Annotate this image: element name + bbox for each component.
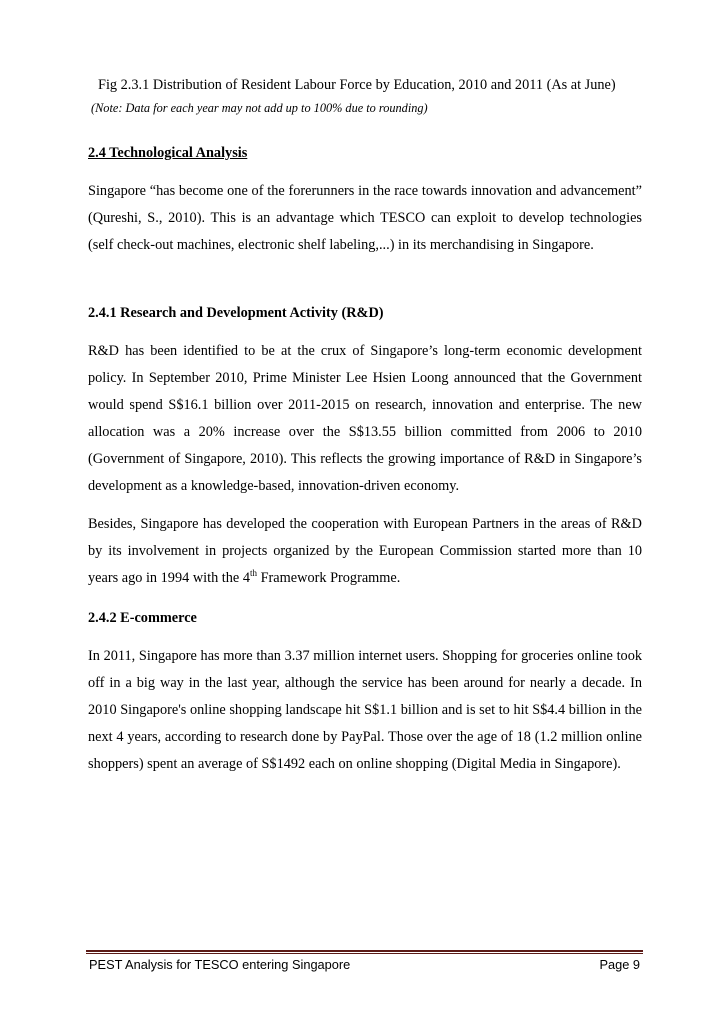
footer-rule — [86, 950, 643, 952]
subsection-heading-rnd: 2.4.1 Research and Development Activity (R&D) — [88, 305, 384, 321]
paragraph-rnd-european-text-end: Framework Programme. — [257, 570, 401, 586]
paragraph-rnd-funding: R&D has been identified to be at the crux of Singapore’s long-term economic development policy. In September 2010, Prime Minister Lee Hsien Loong announced that the Government would spend S$16.1 billion over 2011-2015 on research, innovation and enterprise. The new allocation was a 20% increase over the S$13.55 billion committed from 2006 to 2010 (Government of Singapore, 2010). This reflects the growing importance of R&D in Singapore’s development as a knowledge-based, innovation-driven economy. — [88, 343, 642, 494]
figure-caption: Fig 2.3.1 Distribution of Resident Labour Force by Education, 2010 and 2011 (As at June) — [98, 77, 616, 93]
footer-document-title: PEST Analysis for TESCO entering Singapore — [89, 957, 351, 972]
section-heading-technological-analysis: 2.4 Technological Analysis — [88, 145, 248, 161]
paragraph-ecommerce: In 2011, Singapore has more than 3.37 million internet users. Shopping for groceries online took off in a big way in the last year, although the service has been around for nearly a decade. In 2010 Singapore's online shopping landscape hit S$1.1 billion and is set to hit S$4.4 billion in the next 4 years, according to research done by PayPal. Those over the age of 18 (1.2 million online shoppers) spent an average of S$1492 each on online shopping (Digital Media in Singapore). — [88, 648, 642, 772]
ordinal-superscript: th — [250, 568, 258, 579]
paragraph-rnd-european-cooperation — [88, 511, 642, 592]
footer-page-number: Page 9 — [599, 957, 640, 972]
paragraph-rnd-european-text: Besides, Singapore has developed the cooperation with European Partners in the areas of R&D by its involvement in projects organized by the European Commission started more than 10 years ago in 1994 with the 4 — [88, 516, 642, 586]
subsection-heading-ecommerce: 2.4.2 E-commerce — [88, 610, 197, 626]
figure-note: (Note: Data for each year may not add up to 100% due to rounding) — [91, 101, 428, 115]
paragraph-technological-analysis: Singapore “has become one of the forerunners in the race towards innovation and advancement” (Qureshi, S., 2010). This is an advantage which TESCO can exploit to develop technologies (self check-out machines, electronic shelf labeling,...) in its merchandising in Singapore. — [88, 183, 642, 253]
footer-rule-thin — [86, 953, 643, 954]
